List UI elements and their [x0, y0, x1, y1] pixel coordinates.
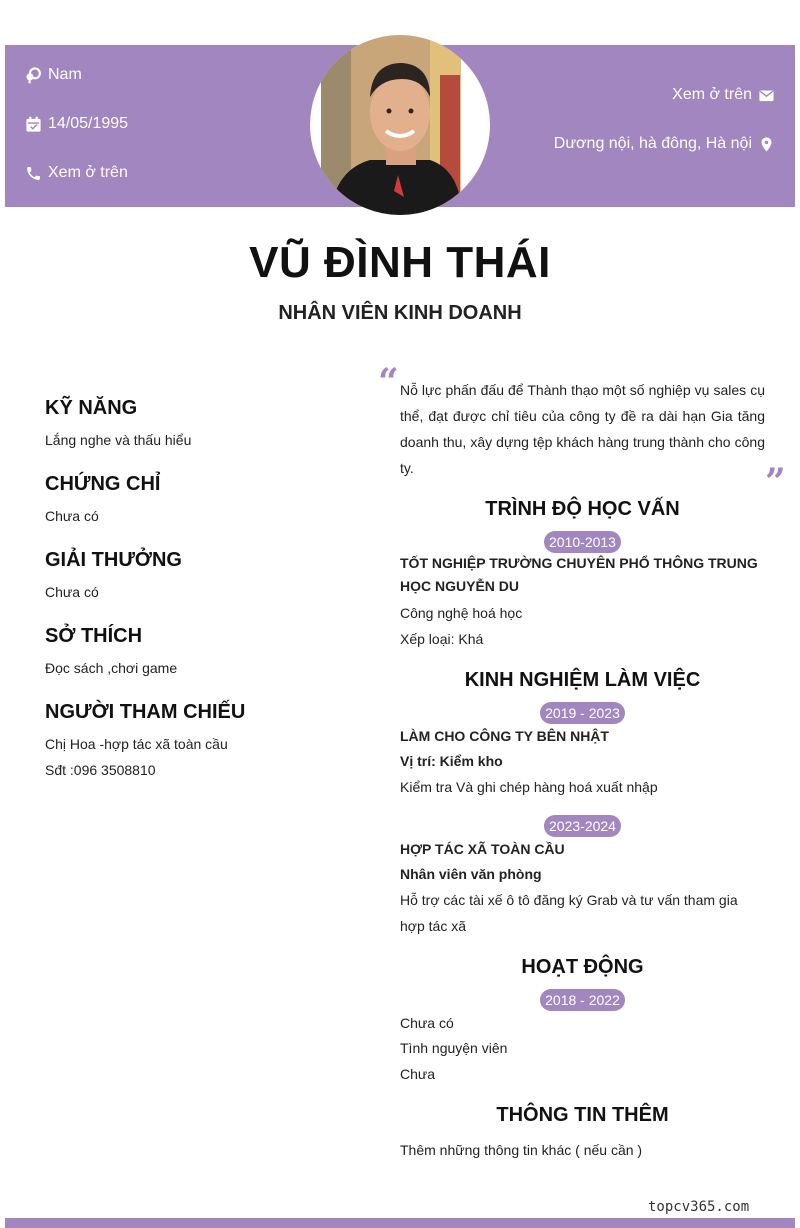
- contact-birthday: [25, 115, 128, 133]
- education-school: TỐT NGHIỆP TRƯỜNG CHUYÊN PHỔ THÔNG TRUNG HỌC NGUYỄN DU: [400, 555, 758, 594]
- calendar-icon: [25, 116, 42, 133]
- activities-period-badge: 2018 - 2022: [540, 989, 625, 1011]
- certificates-text: Chưa có: [45, 508, 99, 524]
- close-quote-icon: ”: [765, 461, 786, 503]
- certificates-heading: CHỨNG CHỈ: [45, 473, 161, 495]
- reference-line: Sđt :096 3508810: [45, 762, 156, 778]
- experience-role: Vị trí: Kiểm kho: [400, 753, 503, 769]
- additional-text: Thêm những thông tin khác ( nếu cần ): [400, 1142, 643, 1158]
- activity-line: Tình nguyện viên: [400, 1040, 508, 1056]
- career-objective: Nỗ lực phấn đấu để Thành thạo một số nghiệp vụ sales cụ thể, đạt được chỉ tiêu của công ty đề ra dài hạn Gia tăng doanh thu, xây dựng tệp khách hàng trung thành cho công ty.: [400, 382, 765, 476]
- gender-icon: [25, 67, 42, 84]
- experience-description: Kiểm tra Và ghi chép hàng hoá xuất nhập: [400, 779, 658, 795]
- references-heading: NGƯỜI THAM CHIẾU: [45, 701, 246, 723]
- candidate-position: NHÂN VIÊN KINH DOANH: [278, 302, 522, 324]
- awards-text: Chưa có: [45, 584, 99, 600]
- reference-line: Chị Hoa -hợp tác xã toàn cầu: [45, 736, 228, 752]
- education-major: Công nghệ hoá học: [400, 605, 523, 621]
- avatar: [310, 35, 490, 215]
- awards-heading: GIẢI THƯỞNG: [45, 549, 182, 571]
- experience-period-row: [400, 702, 765, 724]
- hobbies-text: Đọc sách ,chơi game: [45, 660, 178, 676]
- skills-heading: KỸ NĂNG: [45, 397, 138, 419]
- activity-line: Chưa có: [400, 1015, 454, 1031]
- experience-description: Hỗ trợ các tài xế ô tô đăng ký Grab và tư vấn tham gia hợp tác xã: [400, 892, 738, 934]
- experience-period-badge: 2023-2024: [544, 815, 621, 837]
- location-icon: [758, 136, 775, 153]
- additional-heading: THÔNG TIN THÊM: [496, 1104, 669, 1126]
- phone-text: Xem ở trên: [48, 164, 128, 181]
- experience-heading: KINH NGHIỆM LÀM VIỆC: [464, 669, 701, 691]
- experience-period-row: [400, 815, 765, 837]
- experience-period-badge: 2019 - 2023: [540, 702, 625, 724]
- activities-heading: HOẠT ĐỘNG: [521, 956, 644, 978]
- activities-period-row: [400, 989, 765, 1011]
- birthday-text: 14/05/1995: [48, 115, 129, 132]
- email-text: Xem ở trên: [672, 86, 752, 103]
- email-icon: [758, 87, 775, 104]
- education-period-badge: 2010-2013: [544, 531, 621, 553]
- experience-role: Nhân viên văn phòng: [400, 866, 542, 882]
- experience-company: LÀM CHO CÔNG TY BÊN NHẬT: [400, 728, 609, 744]
- education-period-row: [400, 531, 765, 553]
- education-heading: TRÌNH ĐỘ HỌC VẤN: [485, 498, 680, 520]
- candidate-name: VŨ ĐÌNH THÁI: [249, 238, 551, 287]
- contact-phone[interactable]: [25, 164, 128, 182]
- experience-company: HỢP TÁC XÃ TOÀN CẦU: [400, 841, 565, 857]
- hobbies-heading: SỞ THÍCH: [45, 625, 143, 647]
- footer-band: [5, 1218, 795, 1228]
- site-watermark: topcv365.com: [648, 1199, 750, 1215]
- avatar-photo: [310, 35, 490, 215]
- contact-address: [554, 135, 775, 153]
- activity-line: Chưa: [400, 1066, 436, 1082]
- contact-gender: [25, 66, 82, 84]
- gender-text: Nam: [48, 66, 82, 83]
- phone-icon: [25, 165, 42, 182]
- education-grade: Xếp loại: Khá: [400, 631, 484, 647]
- address-text: Dương nội, hà đông, Hà nội: [553, 135, 752, 152]
- left-column: [45, 394, 345, 783]
- open-quote-icon: “: [378, 361, 399, 403]
- skills-text: Lắng nghe và thấu hiểu: [45, 432, 192, 448]
- contact-email[interactable]: [672, 86, 775, 104]
